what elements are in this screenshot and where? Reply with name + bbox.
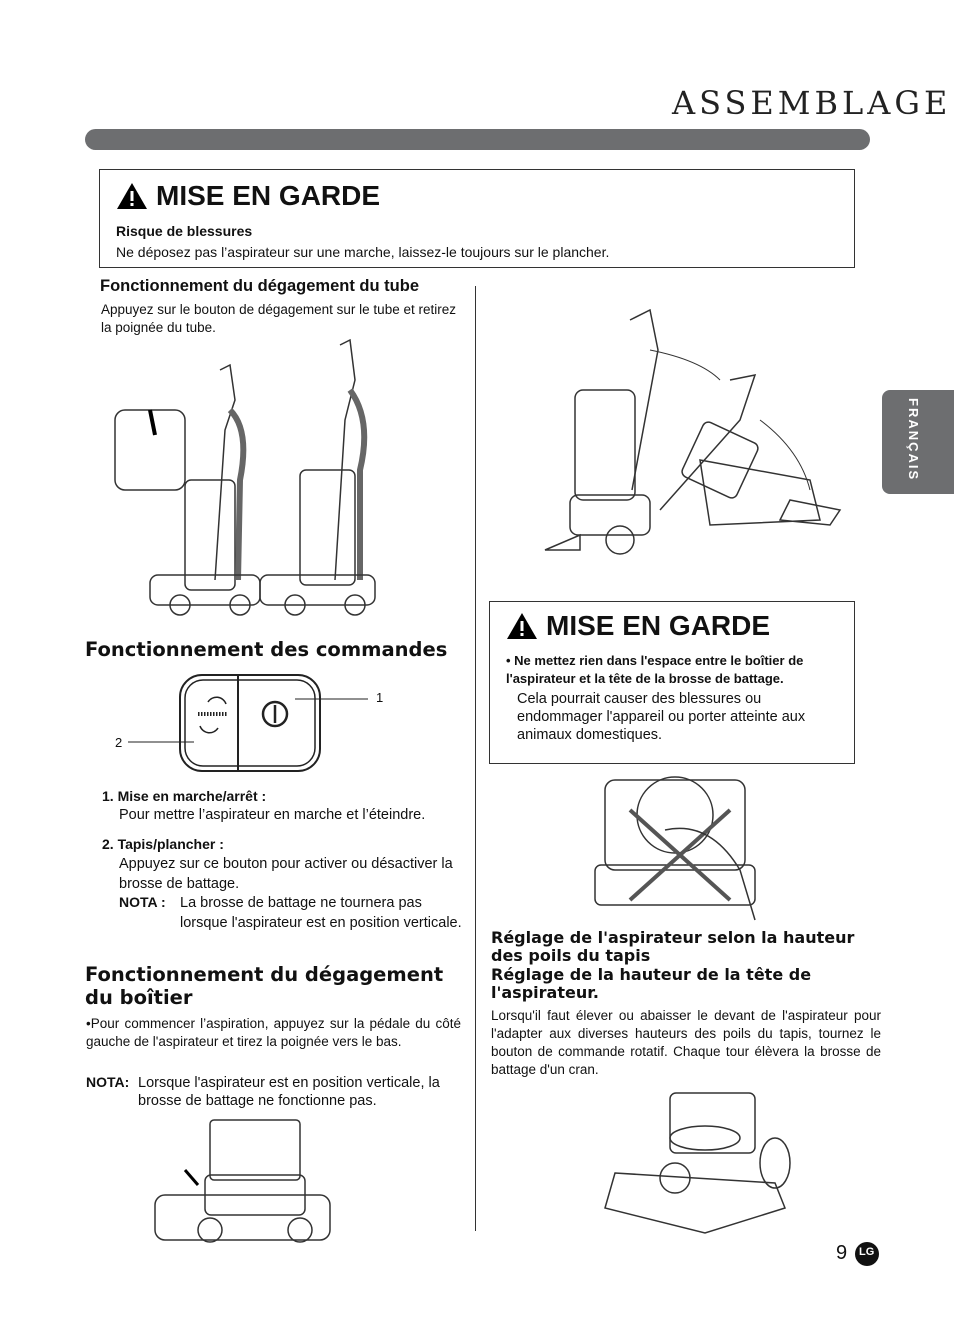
control-panel-illustration [110,672,390,782]
caution-box-right [489,601,855,764]
control-item2-text: Appuyez sur ce bouton pour activer ou désactiver la brosse de battage. [119,856,453,892]
housing-note-text: Lorsque l'aspirateur est en position verticale, la brosse de battage ne fonctionne pas. [138,1075,440,1109]
warning-icon [506,612,538,640]
control-item1-text: Pour mettre l’aspirateur en marche et l’éteindre. [119,807,426,823]
language-tab-label: FRANÇAIS [906,398,921,482]
vacuum-tube-illustration [110,340,390,620]
housing-release-heading: Fonctionnement du dégagement du boîtier [85,963,444,1009]
brush-gap-illustration [590,770,770,920]
height-knob-illustration [595,1088,795,1238]
vacuum-recline-illustration [540,310,855,560]
caution-title: MISE EN GARDE [156,180,381,211]
housing-release-text: Pour commencer l’aspiration, appuyez sur la pédale du côté gauche de l'aspirateur et tirez la poignée vers le bas. [86,1016,461,1049]
control-item2-label: 2. Tapis/plancher : [102,836,224,852]
tube-release-heading: Fonctionnement du dégagement du tube [100,277,419,295]
caution-box-top [99,169,855,268]
height-adjust-heading2: Réglage de la hauteur de la tête de l'aspirateur. [491,965,812,1002]
caution-title: MISE EN GARDE [546,610,771,641]
header-band [85,129,870,150]
tube-release-text: Appuyez sur le bouton de dégagement sur le tube et retirez la poignée du tube. [101,302,456,335]
lg-logo-text: LG [859,1246,875,1258]
height-adjust-heading1: Réglage de l'aspirateur selon la hauteur des poils du tapis [491,928,855,965]
caution-bullet: Ne mettez rien dans l'espace entre le boîtier de l'aspirateur et la tête de la brosse de battage. [506,653,804,686]
page-number: 9 [836,1242,848,1264]
caution-text: Ne déposez pas l’aspirateur sur une marche, laissez-le toujours sur le plancher. [116,244,610,260]
height-adjust-text: Lorsqu'il faut élever ou abaisser le devant de l'aspirateur pour l'adapter aux diverses hauteurs des poils du tapis, tournez le bouton de commande rotatif. Chaque tour élèvera la brosse de battage d'un cran. [491,1008,881,1077]
control-note-label: NOTA : [119,894,166,910]
callout-2: 2 [115,735,123,750]
language-tab [882,390,954,494]
housing-pedal-illustration [150,1115,340,1245]
caution-text: Cela pourrait causer des blessures ou endommager l'appareil ou porter atteinte aux animaux domestiques. [517,691,806,743]
controls-heading: Fonctionnement des commandes [85,638,448,661]
page-title: ASSEMBLAGE [672,84,952,122]
housing-note-label: NOTA: [86,1074,130,1090]
warning-icon [116,182,148,210]
caution-subtitle: Risque de blessures [116,223,253,239]
bullet: • [86,1016,91,1031]
callout-1: 1 [376,690,384,705]
lg-logo [855,1242,879,1266]
bullet: • [506,653,515,668]
control-note-text: La brosse de battage ne tournera pas lorsque l'aspirateur est en position verticale. [180,895,462,931]
column-divider [475,286,476,1231]
control-item1-label: 1. Mise en marche/arrêt : [102,788,267,804]
